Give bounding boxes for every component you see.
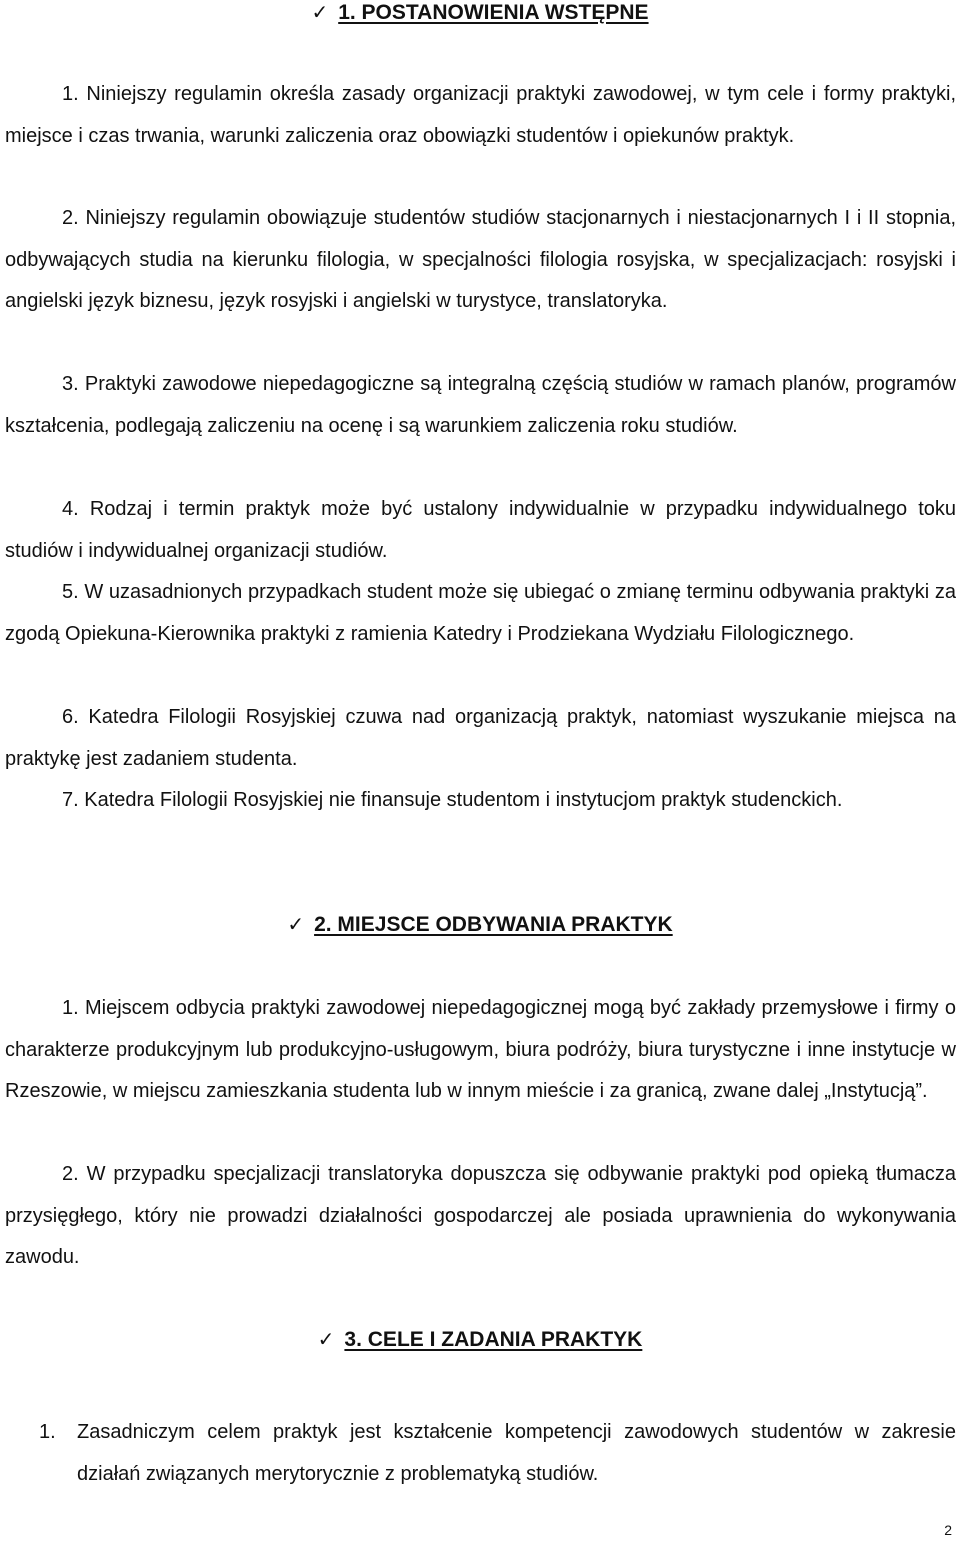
list-item [39,1412,956,1495]
paragraph-text: Niniejszy regulamin obowiązuje studentów studiów stacjonarnych i niestacjonarnych I i II stopnia, odbywających studia na kierunku filologia, w specjalności filologia rosyjska, w specjalizacjach: rosyjski i angielski język biznesu, język rosyjski i angielski w turystyce, translatoryka. [5,207,956,313]
paragraph-number: 4. [62,498,79,520]
checkmark-arrow-icon: ✓ [311,2,329,24]
paragraph [5,1154,956,1279]
paragraph [5,988,956,1113]
paragraph [5,74,956,157]
section-title: 2. MIEJSCE ODBYWANIA PRAKTYK [314,913,673,936]
paragraph-text: Miejscem odbycia praktyki zawodowej niepedagogicznej mogą być zakłady przemysłowe i firmy o charakterze produkcyjnym lub produkcyjno-usługowym, biura podróży, biura turystyczne i inne instytucje w Rzeszowie, w miejscu zamieszkania studenta lub w innym mieście i za granicą, zwane dalej „Instytucją”. [5,997,956,1103]
paragraph [5,572,956,655]
list-item-number: 1. [39,1421,56,1443]
checkmark-arrow-icon: ✓ [317,1329,335,1351]
checkmark-arrow-icon: ✓ [287,914,305,936]
paragraph-text: Katedra Filologii Rosyjskiej nie finansuje studentom i instytucjom praktyk studenckich. [84,789,843,811]
section-title: 1. POSTANOWIENIA WSTĘPNE [338,1,649,24]
paragraph-text: W uzasadnionych przypadkach student może się ubiegać o zmianę terminu odbywania praktyki za zgodą Opiekuna-Kierownika praktyki z ramienia Katedry i Prodziekana Wydziału Filologicznego. [5,581,956,645]
paragraph-text: Rodzaj i termin praktyk może być ustalony indywidualnie w przypadku indywidualnego toku studiów i indywidualnej organizacji studiów. [5,498,956,562]
paragraph-text: Praktyki zawodowe niepedagogiczne są integralną częścią studiów w ramach planów, programów kształcenia, podlegają zaliczeniu na ocenę i są warunkiem zaliczenia roku studiów. [5,373,956,437]
section-heading-3 [0,1328,960,1352]
paragraph-number: 5. [62,581,79,603]
section-heading-2 [0,913,960,937]
paragraph-number: 2. [62,1163,79,1185]
paragraph-number: 2. [62,207,79,229]
paragraph-number: 3. [62,373,79,395]
list-item-text: Zasadniczym celem praktyk jest kształcenie kompetencji zawodowych studentów w zakresie działań związanych merytorycznie z problematyką studiów. [77,1421,956,1485]
paragraph [5,697,956,780]
page-number: 2 [944,1522,952,1538]
paragraph-number: 6. [62,706,79,728]
paragraph-text: Niniejszy regulamin określa zasady organizacji praktyki zawodowej, w tym cele i formy praktyki, miejsce i czas trwania, warunki zaliczenia oraz obowiązki studentów i opiekunów praktyk. [5,83,957,147]
paragraph-number: 7. [62,789,79,811]
paragraph-text: W przypadku specjalizacji translatoryka dopuszcza się odbywanie praktyki pod opieką tłumacza przysięgłego, który nie prowadzi działalności gospodarczej ale posiada uprawnienia do wykonywania zawodu. [5,1163,956,1269]
paragraph-text: Katedra Filologii Rosyjskiej czuwa nad organizacją praktyk, natomiast wyszukanie miejsca na praktykę jest zadaniem studenta. [5,706,956,770]
section-heading-1 [0,1,960,25]
paragraph [5,489,956,572]
section-title: 3. CELE I ZADANIA PRAKTYK [344,1328,643,1351]
paragraph-number: 1. [62,997,79,1019]
paragraph [5,364,956,447]
paragraph [5,198,956,323]
paragraph [5,780,956,822]
paragraph-number: 1. [62,83,79,105]
